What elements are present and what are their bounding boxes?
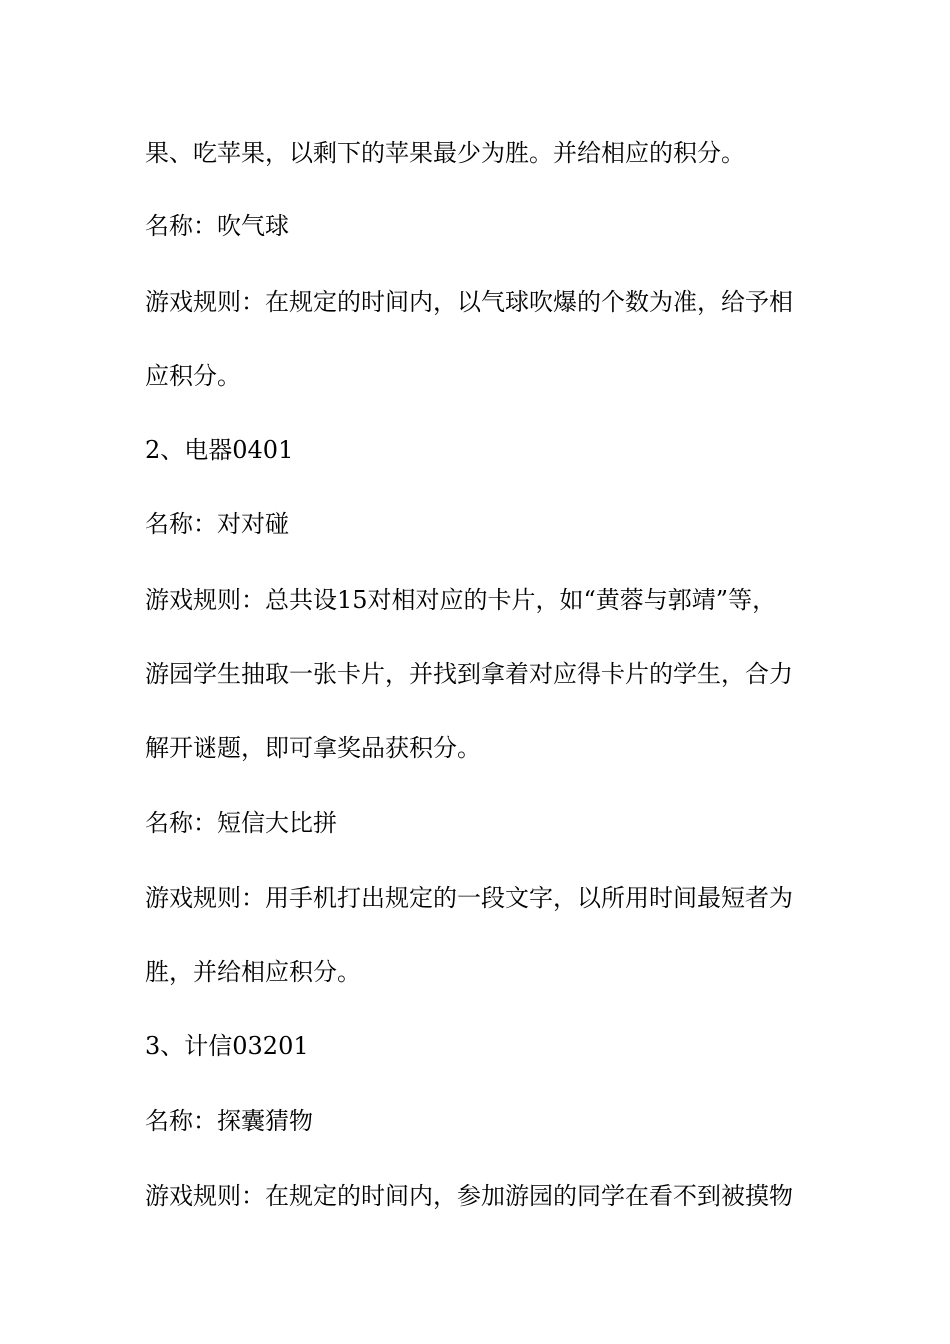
text-line: 应积分。: [145, 362, 241, 390]
text-line: 解开谜题，即可拿奖品获积分。: [145, 734, 481, 762]
game-rule-line: 游戏规则：用手机打出规定的一段文字，以所用时间最短者为: [145, 884, 793, 912]
game-name-line: 名称：吹气球: [145, 212, 289, 240]
game-rule-line: 游戏规则：总共设15对相对应的卡片，如“黄蓉与郭靖”等，: [145, 586, 777, 614]
game-rule-line: 游戏规则：在规定的时间内，以气球吹爆的个数为准，给予相: [145, 288, 793, 316]
text-line: 胜，并给相应积分。: [145, 958, 361, 986]
text-line: 果、吃苹果，以剩下的苹果最少为胜。并给相应的积分。: [145, 139, 745, 167]
text-line: 游园学生抽取一张卡片，并找到拿着对应得卡片的学生，合力: [145, 660, 793, 688]
game-name-line: 名称：对对碰: [145, 510, 289, 538]
section-heading: 2、电器0401: [145, 436, 294, 464]
game-name-line: 名称：短信大比拼: [145, 809, 337, 837]
game-rule-line: 游戏规则：在规定的时间内，参加游园的同学在看不到被摸物: [145, 1182, 793, 1210]
section-heading: 3、计信03201: [145, 1032, 309, 1060]
game-name-line: 名称：探囊猜物: [145, 1107, 313, 1135]
